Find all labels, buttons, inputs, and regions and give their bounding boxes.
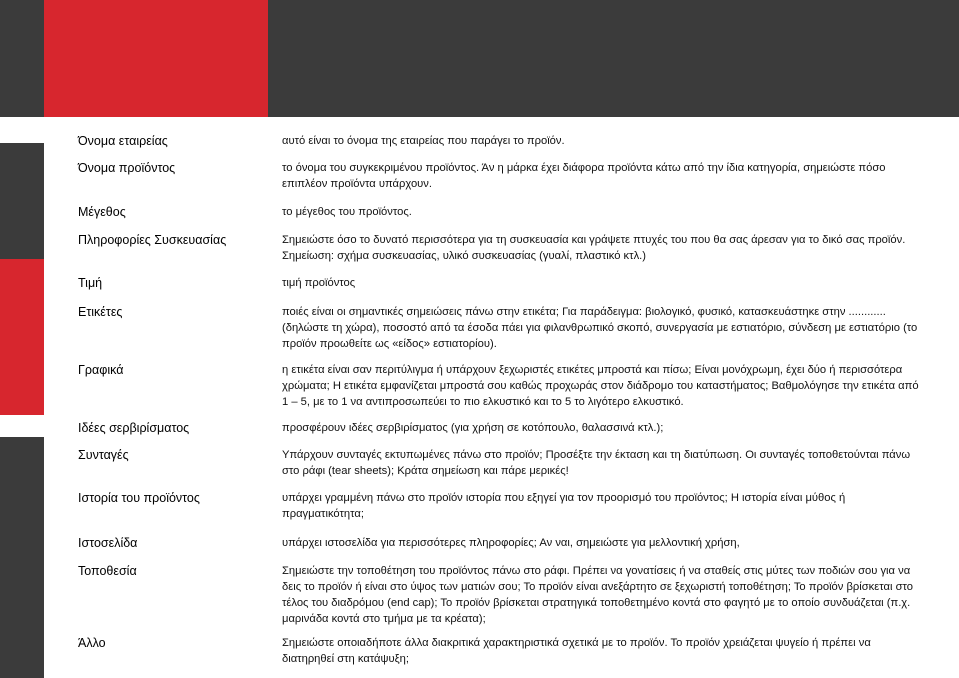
row-label: Ετικέτες: [78, 305, 123, 319]
left-decoration: [0, 117, 44, 678]
row-label: Ιδέες σερβιρίσματος: [78, 421, 190, 435]
left-dark-segment-2: [0, 437, 44, 678]
row-description: το μέγεθος του προϊόντος.: [282, 206, 412, 218]
row-description: προσφέρουν ιδέες σερβιρίσματος (για χρήση σε κοτόπουλο, θαλασσινά κτλ.);: [282, 422, 664, 434]
row-label: Πληροφορίες Συσκευασίας: [78, 233, 227, 247]
row-label: Μέγεθος: [78, 205, 126, 219]
row-label: Τοποθεσία: [78, 564, 137, 578]
row-description: αυτό είναι το όνομα της εταιρείας που παράγει το προϊόν.: [282, 135, 565, 147]
header-band: [0, 0, 959, 117]
row-label: Ιστορία του προϊόντος: [78, 491, 200, 505]
left-red-segment: [0, 259, 44, 415]
row-description: το όνομα του συγκεκριμένου προϊόντος. Άν η μάρκα έχει διάφορα προϊόντα κάτω από την ίδια κατηγορία, σημειώστε πόσο επιπλέον προϊόντα υπάρχουν.: [282, 162, 886, 190]
row-description: υπάρχει ιστοσελίδα για περισσότερες πληροφορίες; Αν ναι, σημειώστε για μελλοντική χρήση,: [282, 537, 740, 549]
left-dark-segment-1: [0, 143, 44, 259]
row-label: Άλλο: [78, 636, 106, 650]
row-description: Σημειώστε οποιαδήποτε άλλα διακριτικά χαρακτηριστικά σχετικά με το προϊόν. Το προϊόν χρειάζεται ψυγείο ή πρέπει να διατηρηθεί στη κατάψυξη;: [282, 637, 871, 665]
header-accent-block: [44, 0, 268, 117]
row-description: η ετικέτα είναι σαν περιτύλιγμα ή υπάρχουν ξεχωριστές ετικέτες μπροστά και πίσω; Είναι μονόχρωμη, έχει δύο ή περισσότερα χρώματα; Η ετικέτα εμφανίζεται μπροστά σου καθώς προχωράς στον διάδρομο του καταστήματος; Βαθμολόγησε την ετικέτα από 1 – 5, με το 1 να αντιπροσωπεύει το πιο ελκυστικό και το 5 το λιγότερο ελκυστικό.: [282, 364, 919, 408]
row-description: Υπάρχουν συνταγές εκτυπωμένες πάνω στο προϊόν; Προσέξτε την έκταση και τη διατύπωση. Οι συνταγές τοποθετούνται πάνω στο ράφι (tear sheets); Κράτα σημείωση και πάρε μερικές!: [282, 449, 911, 477]
row-label: Ιστοσελίδα: [78, 536, 138, 550]
row-description: Σημειώστε όσο το δυνατό περισσότερα για τη συσκευασία και γράψετε πτυχές του που θα σας άρεσαν για το δικό σας προϊόν. Σημείωση: σχήμα συσκευασίας, υλικό συσκευασίας (γυαλί, πλαστικό κτλ.): [282, 234, 906, 262]
row-label: Όνομα προϊόντος: [78, 161, 176, 175]
row-label: Τιμή: [78, 276, 103, 290]
row-description: υπάρχει γραμμένη πάνω στο προϊόν ιστορία που εξηγεί για τον προορισμό του προϊόντος; Η ιστορία είναι μύθος ή πραγματικότητα;: [282, 492, 846, 520]
row-description: Σημειώστε την τοποθέτηση του προϊόντος πάνω στο ράφι. Πρέπει να γονατίσεις ή να σταθείς στις μύτες των ποδιών σου για να δεις το προϊόν ή είναι στο ύψος των ματιών σου; Το προϊόν είναι ανεξάρτητο σε ξεχωριστή τοποθέτηση; Το προϊόν βρίσκεται στο τέλος του διαδρόμου (end cap); Το προϊόν βρίσκεται στρατηγικά τοποθετημένο κοντά στο φαγητό με το οποίο συνδυάζεται (π.χ. μαρινάδα κοντά στο τμήμα με τα κρέατα);: [282, 565, 913, 625]
row-label: Συνταγές: [78, 448, 129, 462]
row-label: Γραφικά: [78, 363, 124, 377]
row-description: τιμή προϊόντος: [282, 277, 356, 289]
row-description: ποιές είναι οι σημαντικές σημειώσεις πάνω στην ετικέτα; Για παράδειγμα: βιολογικό, φυσικό, κατασκευάστηκε στην ............ (δηλώστε τη χώρα), ποσοστό από τα έσοδα πάει για φιλανθρωπικό σκοπό, συνεργασία με εστιατόριο, σύνδεση με εστιατόριο (το προϊόν προωθείτε ως «είδος» εστιατορίου).: [282, 306, 918, 350]
row-label: Όνομα εταιρείας: [78, 134, 168, 148]
